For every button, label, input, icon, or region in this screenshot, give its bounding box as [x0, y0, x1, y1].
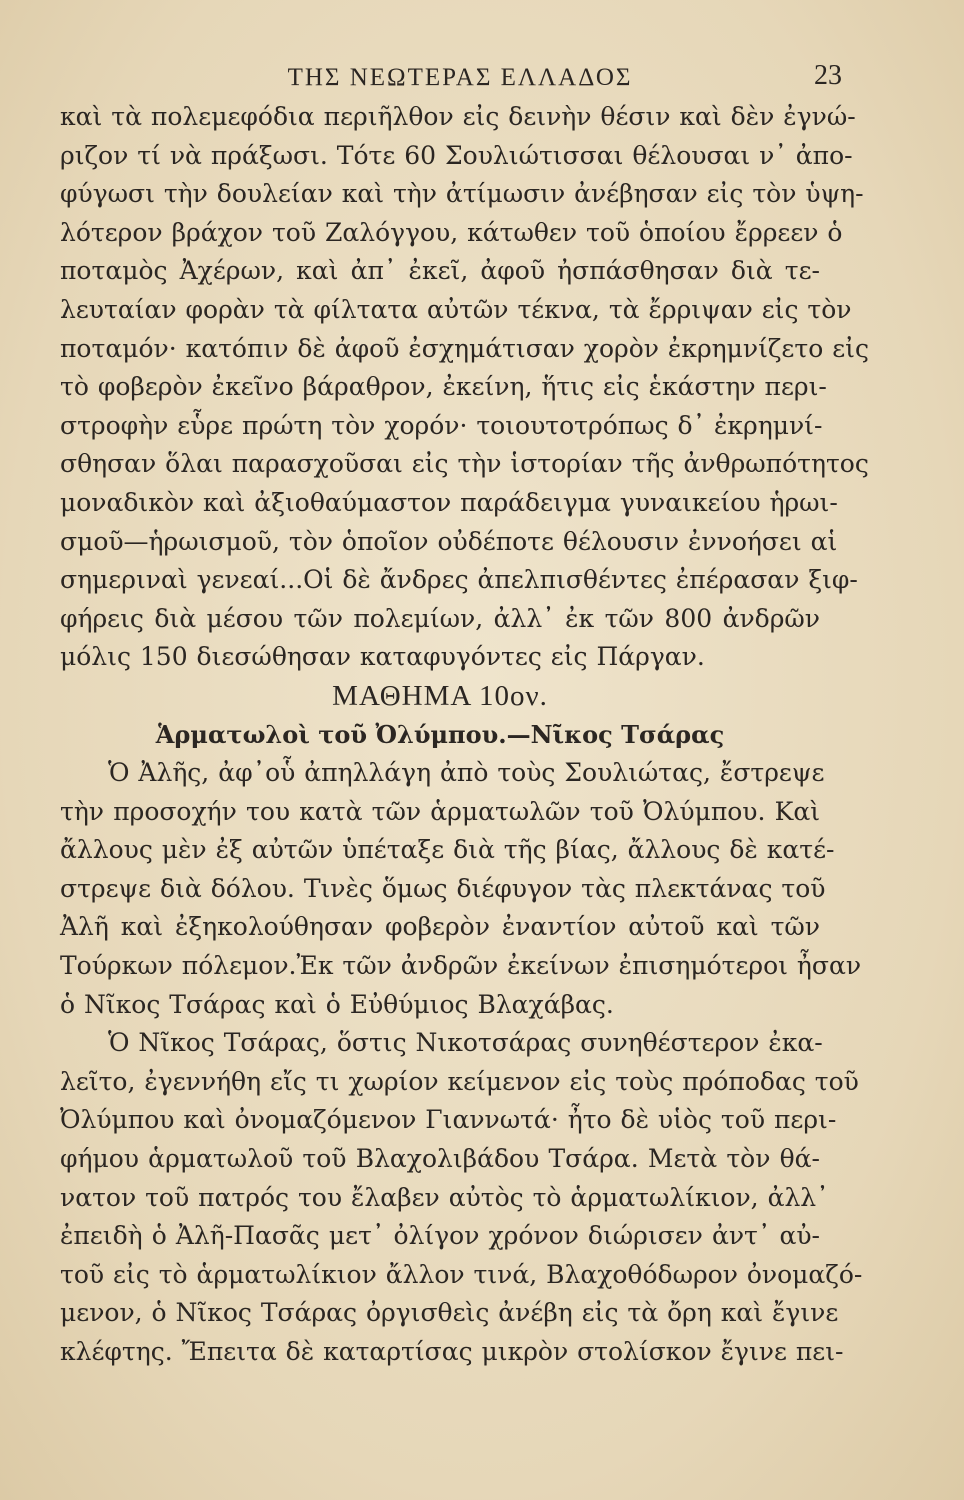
text-line: ἄλλους μὲν ἐξ αὐτῶν ὑπέταξε διὰ τῆς βίας, ἄλλους δὲ κατέ- [60, 835, 835, 865]
text-line: κλέφτης. Ἔπειτα δὲ καταρτίσας μικρὸν στολίσκον ἔγινε πει- [60, 1337, 844, 1366]
text-line: Τούρκων πόλεμον.Ἐκ τῶν ἀνδρῶν ἐκείνων ἐπισημότεροι ἦσαν [60, 951, 862, 981]
text-line: σθησαν ὅλαι παρασχοῦσαι εἰς τὴν ἱστορίαν τῆς ἀνθρωπότητος [60, 449, 869, 479]
paragraph-zalongo [60, 98, 869, 677]
text-line: μενον, ὁ Νῖκος Τσάρας ὀργισθεὶς ἀνέβη εἰς τὰ ὄρη καὶ ἔγινε [60, 1298, 839, 1328]
text-line: φύγωσι τὴν δουλείαν καὶ τὴν ἀτίμωσιν ἀνέβησαν εἰς τὸν ὑψη- [60, 179, 864, 209]
lesson-subheading: Ἁρματωλοὶ τοῦ Ὀλύμπου.—Νῖκος Τσάρας [155, 719, 725, 749]
text-line: σημεριναὶ γενεαί...Οἱ δὲ ἄνδρες ἀπελπισθέντες ἐπέρασαν ξιφ- [60, 565, 858, 595]
text-line: φήμου ἁρματωλοῦ τοῦ Βλαχολιβάδου Τσάρα. Μετὰ τὸν θά- [60, 1144, 820, 1174]
text-line: ὁ Νῖκος Τσάρας καὶ ὁ Εὐθύμιος Βλαχάβας. [60, 989, 614, 1019]
text-line: ποταμὸς Ἀχέρων, καὶ ἀπ᾽ ἐκεῖ, ἀφοῦ ἠσπάσθησαν διὰ τε- [60, 256, 820, 286]
text-line: λεῖτο, ἐγεννήθη εἴς τι χωρίον κείμενον εἰς τοὺς πρόποδας τοῦ [60, 1066, 859, 1096]
text-line: Ὁ Ἀλῆς, ἀφ᾽οὗ ἀπηλλάγη ἀπὸ τοὺς Σουλιώτας, ἔστρεψε [108, 758, 825, 788]
paragraph-ali-armatoles [60, 754, 862, 1024]
text-line: ἐπειδὴ ὁ Ἀλῆ-Πασᾶς μετ᾽ ὀλίγον χρόνον διώρισεν ἀντ᾽ αὐ- [60, 1221, 820, 1251]
text-line: Ὁ Νῖκος Τσάρας, ὅστις Νικοτσάρας συνηθέστερον ἐκα- [108, 1028, 823, 1058]
running-title: ΤΗΣ ΝΕΩΤΕΡΑΣ ΕΛΛΑΔΟΣ [287, 64, 633, 91]
text-line: στροφὴν εὗρε πρώτη τὸν χορόν· τοιουτοτρόπως δ᾽ ἐκρημνί- [60, 410, 823, 440]
text-line: φήρεις διὰ μέσου τῶν πολεμίων, ἀλλ᾽ ἐκ τῶν 800 ἀνδρῶν [60, 603, 820, 633]
lesson-title: ΜΑΘΗΜΑ 10ον. [332, 679, 548, 712]
text-line: ποταμόν· κατόπιν δὲ ἀφοῦ ἐσχημάτισαν χορὸν ἐκρημνίζετο εἰς [60, 333, 869, 363]
text-line: στρεψε διὰ δόλου. Τινὲς ὅμως διέφυγον τὰς πλεκτάνας τοῦ [60, 873, 826, 903]
text-line: Ὀλύμπου καὶ ὀνομαζόμενον Γιαννωτά· ἦτο δὲ υἱὸς τοῦ περι- [60, 1105, 837, 1135]
paragraph-nikotsaras [60, 1024, 863, 1371]
text-line: λευταίαν φορὰν τὰ φίλτατα αὐτῶν τέκνα, τὰ ἔρριψαν εἰς τὸν [60, 294, 852, 324]
text-line: σμοῦ—ἡρωισμοῦ, τὸν ὁποῖον οὐδέποτε θέλουσιν ἐννοήσει αἱ [60, 526, 838, 556]
page-header [80, 58, 840, 98]
text-line: τὸ φοβερὸν ἐκεῖνο βάραθρον, ἐκείνη, ἥτις εἰς ἑκάστην περι- [60, 372, 827, 402]
page-number: 23 [814, 60, 842, 91]
text-line: μόλις 150 διεσώθησαν καταφυγόντες εἰς Πάργαν. [60, 642, 705, 672]
text-line: τοῦ εἰς τὸ ἁρματωλίκιον ἄλλον τινά, Βλαχοθόδωρον ὀνομαζό- [60, 1259, 863, 1289]
text-line: ριζον τί νὰ πράξωσι. Τότε 60 Σουλιώτισσαι θέλουσαι ν᾽ ἀπο- [60, 140, 853, 170]
text-line: Ἀλῆ καὶ ἐξηκολούθησαν φοβερὸν ἐναντίον αὐτοῦ καὶ τῶν [60, 912, 820, 942]
text-line: καὶ τὰ πολεμεφόδια περιῆλθον εἰς δεινὴν θέσιν καὶ δὲν ἐγνώ- [60, 102, 856, 131]
text-line: νατον τοῦ πατρός του ἔλαβεν αὐτὸς τὸ ἁρματωλίκιον, ἀλλ᾽ [60, 1182, 829, 1212]
body-text [60, 98, 869, 1372]
text-line: τὴν προσοχήν του κατὰ τῶν ἁρματωλῶν τοῦ Ὀλύμπου. Καὶ [60, 796, 820, 826]
text-line: μοναδικὸν καὶ ἀξιοθαύμαστον παράδειγμα γυναικείου ἡρωι- [60, 487, 838, 517]
text-line: λότερον βράχον τοῦ Ζαλόγγου, κάτωθεν τοῦ ὁποίου ἔρρεεν ὁ [60, 217, 843, 247]
